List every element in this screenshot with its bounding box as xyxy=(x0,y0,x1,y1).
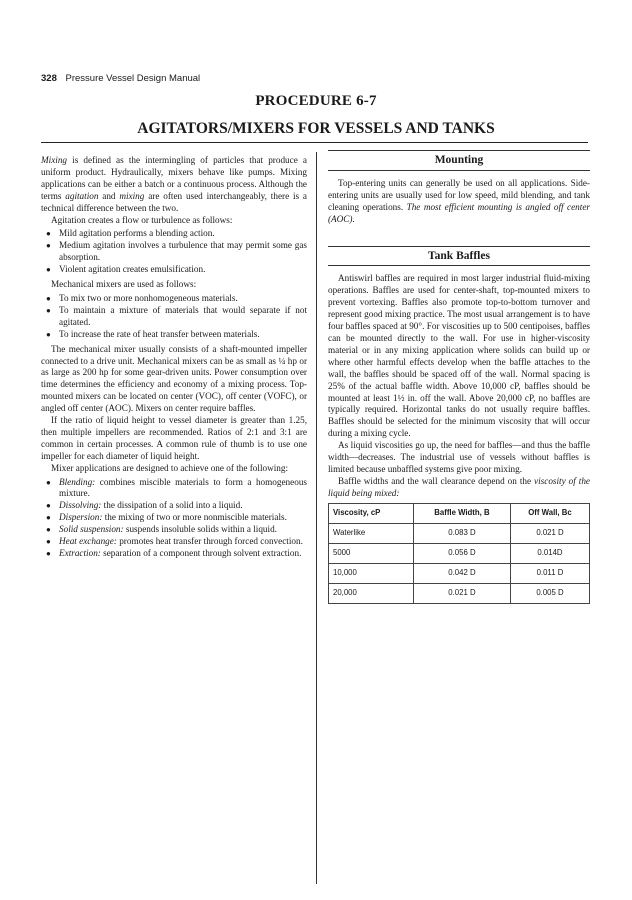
intro-text-a: is defined as the intermingling of particles that produce a uniform product. Hydraulically, mixers behave like pumps. Mixing applications can be either a batch or a continuous process. Although the terms xyxy=(41,155,307,201)
fraction-half: ½ xyxy=(397,392,405,403)
table-cell: 0.014D xyxy=(510,543,589,563)
bullet-icon: ● xyxy=(46,241,51,251)
table-cell: 5000 xyxy=(329,543,414,563)
bullet-icon: ● xyxy=(46,537,51,547)
mixer-text-a: The mechanical mixer usually consists of a shaft-mounted impeller connected to a drive unit. Mechanical mixers can be as small as xyxy=(41,343,307,366)
title-rule xyxy=(41,142,588,143)
table-cell: Waterlike xyxy=(329,523,414,543)
procedure-number: PROCEDURE 6-7 xyxy=(255,93,377,109)
list-item-text: Mild agitation performs a blending action. xyxy=(59,228,215,239)
table-cell: 0.021 D xyxy=(413,583,510,603)
mounting-paragraph xyxy=(328,178,590,226)
bullet-icon: ● xyxy=(46,265,51,275)
column-divider xyxy=(316,152,317,884)
applications-intro: Mixer applications are designed to achieve one of the following: xyxy=(51,462,289,473)
mounting-heading: Mounting xyxy=(328,150,590,171)
list-item xyxy=(41,512,307,524)
application-text: the mixing of two or more nonmiscible materials. xyxy=(102,512,287,523)
bullet-icon: ● xyxy=(46,513,51,523)
bullet-icon: ● xyxy=(46,329,51,339)
impeller-paragraph: If the ratio of liquid height to vessel diameter is greater than 1.25, then multiple impellers are recommended. Ratios of 2:1 and 3:1 are common in certain processes. A common rule of thumb is to use one impeller for each diameter of liquid height. xyxy=(41,415,307,461)
list-item xyxy=(41,548,307,560)
list-item xyxy=(41,329,307,341)
table-cell: 0.011 D xyxy=(510,563,589,583)
application-text: promotes heat transfer through forced convection. xyxy=(116,536,303,547)
table-header-row xyxy=(329,503,590,523)
list-item-text: Violent agitation creates emulsification. xyxy=(59,264,206,275)
mounting-text-b: The most efficient mounting is angled off center (AOC). xyxy=(328,201,590,224)
baffles-paragraph-3 xyxy=(328,476,590,500)
fraction-quarter: ¼ xyxy=(278,355,286,366)
baffles-heading: Tank Baffles xyxy=(328,246,590,267)
mixer-uses-intro: Mechanical mixers are used as follows: xyxy=(51,279,197,290)
baffles-text-b: in. off the wall. Above 20,000 cP, no baffles are typically required. Horizontal tanks do not usually require baffles. Baffles should be selected for the minimum viscosity that will occur during a mixing cycle. xyxy=(328,392,591,439)
application-text: separation of a component through solvent extraction. xyxy=(100,548,302,558)
right-column xyxy=(328,150,590,604)
baffle-table xyxy=(328,503,590,604)
mixer-uses-list xyxy=(41,293,307,341)
list-item-text: To increase the rate of heat transfer between materials. xyxy=(59,328,260,339)
list-item xyxy=(41,228,307,240)
col-header-off-wall: Off Wall, Bc xyxy=(510,503,589,523)
baffles-p3-text-b: viscosity of the liquid being mixed: xyxy=(328,475,590,498)
bullet-icon: ● xyxy=(46,525,51,535)
table-row xyxy=(329,583,590,603)
page-title: AGITATORS/MIXERS FOR VESSELS AND TANKS xyxy=(137,120,495,137)
application-text: combines miscible materials to form a homogeneous mixture. xyxy=(59,476,307,499)
list-item-text: To mix two or more nonhomogeneous materials. xyxy=(59,292,238,303)
application-text: suspends insoluble solids within a liquid. xyxy=(123,524,277,535)
baffles-p3-text-a: Baffle widths and the wall clearance depend on the xyxy=(338,475,535,486)
book-title: Pressure Vessel Design Manual xyxy=(65,73,201,84)
bullet-icon: ● xyxy=(46,549,51,558)
agitation-intro: Agitation creates a flow or turbulence as follows: xyxy=(51,214,233,225)
bullet-icon: ● xyxy=(46,229,51,239)
term-mixing-2: mixing xyxy=(119,190,145,201)
mounting-text-a: Top-entering units can generally be used on all applications. Side-entering units are usually used for low speed, mild blending, and tank cleaning operations. xyxy=(328,177,590,212)
application-term: Heat exchange: xyxy=(59,536,117,547)
bullet-icon: ● xyxy=(46,477,51,487)
list-item xyxy=(41,293,307,305)
intro-paragraph xyxy=(41,155,307,215)
application-term: Dissolving: xyxy=(59,500,102,511)
section-spacer xyxy=(328,226,590,246)
application-term: Solid suspension: xyxy=(59,524,124,535)
application-term: Dispersion: xyxy=(59,512,103,523)
list-item-text: Medium agitation involves a turbulence that may permit some gas absorption. xyxy=(59,240,307,263)
baffles-paragraph-1 xyxy=(328,273,590,440)
page-number: 328 xyxy=(41,73,57,84)
table-row xyxy=(329,523,590,543)
table-row xyxy=(329,543,590,563)
col-header-viscosity: Viscosity, cP xyxy=(329,503,414,523)
application-term: Extraction: xyxy=(59,548,101,558)
table-cell: 0.042 D xyxy=(413,563,510,583)
left-column xyxy=(41,155,307,563)
list-item xyxy=(41,305,307,329)
running-head xyxy=(41,73,200,84)
intro-and: and xyxy=(98,190,120,201)
table-row xyxy=(329,563,590,583)
baffles-text-a: Antiswirl baffles are required in most larger industrial fluid-mixing operations. Baffles are used for center-shaft, top-mounted mixers to prevent vortexing. Baffles also promote top-to-bottom turnover and represent good mixing practice. The most usual arrangement is to have four baffles spaced at 90°. For viscosities up to 500 centipoises, baffles can be mounted directly to the wall. For use in higher-viscosity material or in any mixing application where solids can build up or where other harmful effects develop when the baffle attaches to the wall, the baffles should be spaced off of the wall. Normal spacing is 25% of the actual baffle width. Above 10,000 cP, baffles should be mounted at least 1 xyxy=(328,273,590,403)
table-cell: 0.056 D xyxy=(413,543,510,563)
application-text: the dissipation of a solid into a liquid. xyxy=(101,500,243,511)
list-item xyxy=(41,264,307,276)
agitation-list xyxy=(41,228,307,276)
table-cell: 10,000 xyxy=(329,563,414,583)
bullet-icon: ● xyxy=(46,293,51,303)
col-header-baffle-width: Baffle Width, B xyxy=(413,503,510,523)
table-cell: 0.083 D xyxy=(413,523,510,543)
mechanical-mixer-paragraph xyxy=(41,344,307,415)
table-cell: 0.005 D xyxy=(510,583,589,603)
term-mixing: Mixing xyxy=(41,155,68,165)
list-item xyxy=(41,500,307,512)
list-item xyxy=(41,477,307,501)
applications-list xyxy=(41,477,307,560)
bullet-icon: ● xyxy=(46,501,51,511)
term-agitation: agitation xyxy=(65,190,99,201)
intro-text-b: are often used interchangeably, there is a technical difference between the two. xyxy=(41,190,308,213)
bullet-icon: ● xyxy=(46,305,51,315)
list-item-text: To maintain a mixture of materials that would separate if not agitated. xyxy=(59,304,307,327)
application-term: Blending: xyxy=(59,476,96,487)
list-item xyxy=(41,524,307,536)
baffles-paragraph-2: As liquid viscosities go up, the need for baffles—and thus the baffle width—decreases. The industrial use of vessels without baffles is limited because unbaffled systems give poor mixing. xyxy=(328,440,590,474)
table-cell: 20,000 xyxy=(329,583,414,603)
mixer-text-b: hp or as large as 200 hp for some gear-driven units. Power consumption over time determines the efficiency and economy of a mixing process. Top-mounted mixers can be located on center (VOC), off center (VOFC), or angled off center (AOC). Mixers on center require baffles. xyxy=(41,355,308,414)
list-item xyxy=(41,536,307,548)
list-item xyxy=(41,240,307,264)
table-cell: 0.021 D xyxy=(510,523,589,543)
